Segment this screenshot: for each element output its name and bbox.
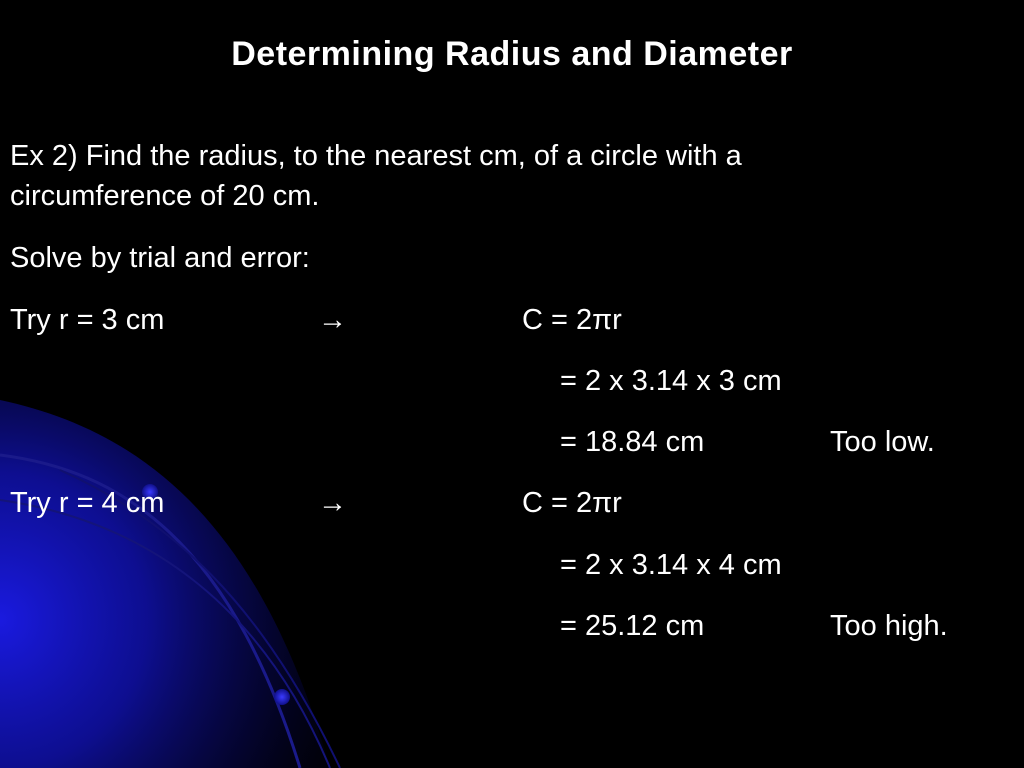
- trial-2-substitution: = 2 x 3.14 x 4 cm: [560, 549, 782, 581]
- trial-2-arrow-icon: →: [318, 487, 347, 519]
- trial-2-label: Try r = 4 cm: [10, 487, 165, 519]
- trial-2-formula: C = 2πr: [522, 487, 622, 519]
- problem-statement-line-1: Ex 2) Find the radius, to the nearest cm, of a circle with a: [10, 140, 742, 172]
- problem-statement-line-2: circumference of 20 cm.: [10, 180, 320, 212]
- trial-1-formula: C = 2πr: [522, 304, 622, 336]
- trial-1-verdict: Too low.: [830, 426, 935, 458]
- slide-title: Determining Radius and Diameter: [231, 35, 793, 73]
- trial-2-result: = 25.12 cm: [560, 610, 705, 642]
- method-statement: Solve by trial and error:: [10, 242, 310, 274]
- trial-1-label: Try r = 3 cm: [10, 304, 165, 336]
- trial-2-verdict: Too high.: [830, 610, 948, 642]
- trial-1-result: = 18.84 cm: [560, 426, 705, 458]
- orbit-dot-2: [274, 689, 290, 705]
- trial-1-arrow-icon: →: [318, 304, 347, 336]
- trial-1-substitution: = 2 x 3.14 x 3 cm: [560, 365, 782, 397]
